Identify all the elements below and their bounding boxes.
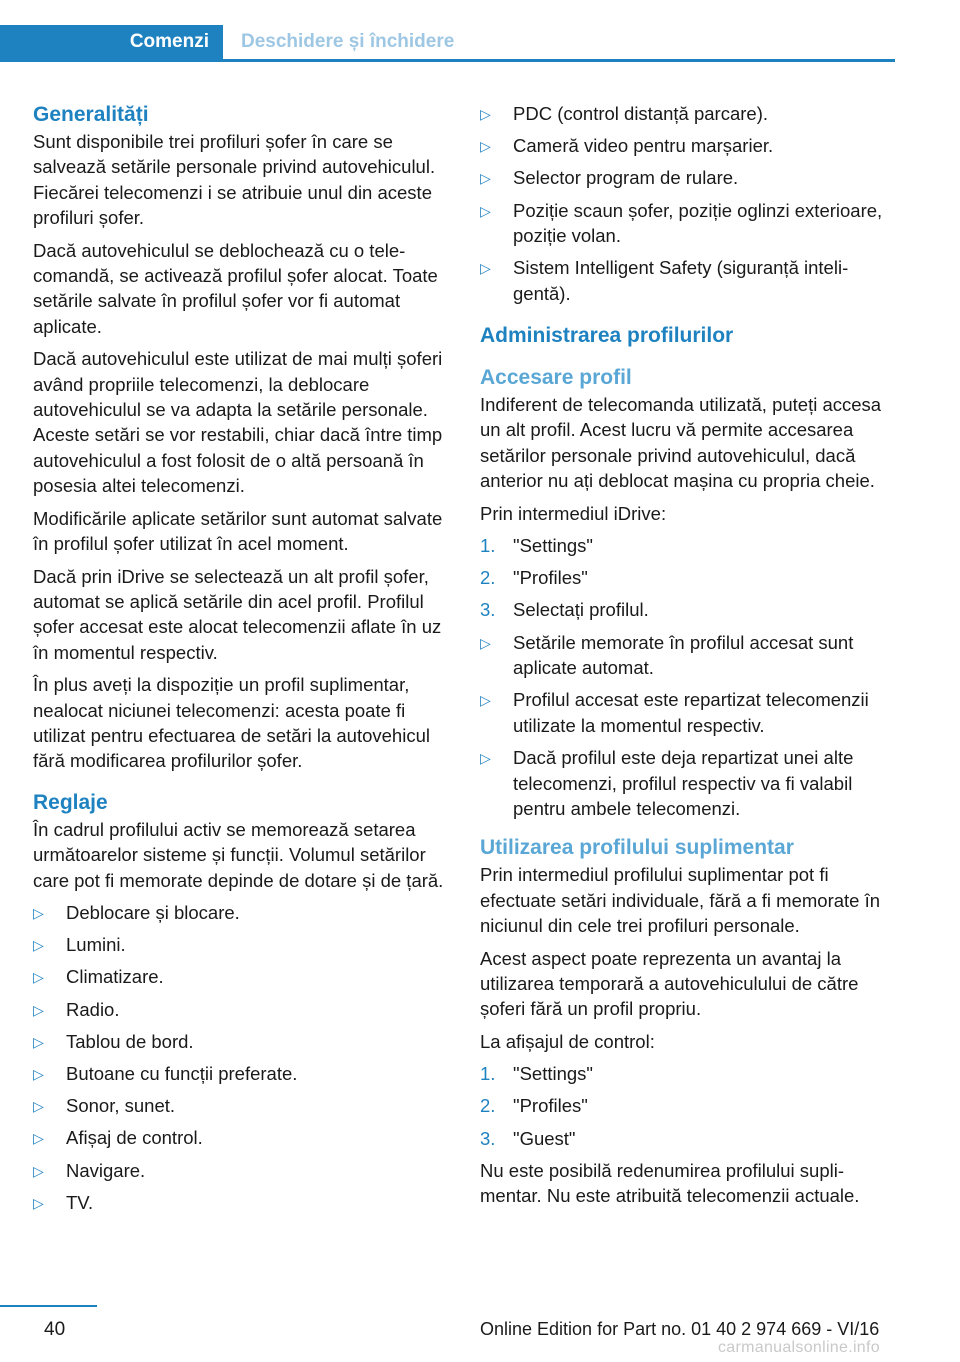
paragraph: În plus aveți la dispoziție un profil suplimentar, nealocat niciunei telecomenzi: acesta poate fi utilizat pentru efectuarea de setări la autovehicul fără modificarea profilurilor șofer.	[33, 674, 430, 772]
heading-reglaje: Reglaje	[33, 790, 108, 814]
paragraph: Dacă autovehiculul este utilizat de mai mulți șoferi având propriile telecomenzi, la deblocare autovehiculul se va adapta la setările personale. Aceste setări se vor restabili, chiar dacă între timp autovehiculul a fost folosit de o altă persoană în posesia altei telecomenzi.	[33, 348, 443, 497]
steps-list	[480, 533, 895, 623]
heading-accesare: Accesare profil	[480, 366, 632, 390]
heading-generalitati: Generalități	[33, 103, 149, 126]
triangle-bullet-icon: ▷	[480, 106, 491, 122]
settings-list-continued	[480, 101, 895, 306]
triangle-bullet-icon: ▷	[33, 1194, 44, 1211]
list-item: ▷ PDC (control distanță parcare).	[480, 101, 895, 126]
header-rule	[0, 59, 895, 62]
triangle-bullet-icon: ▷	[480, 750, 491, 767]
right-column	[480, 101, 895, 1216]
triangle-bullet-icon: ▷	[480, 692, 491, 709]
list-item: ▷ Setările memorate în profilul accesat sunt aplicate automat.	[480, 631, 854, 679]
paragraph: Dacă autovehiculul se deblochează cu o telecomandă, se activează profilul șofer alocat. Toate setările salvate în profilul șofer vor fi automat aplicate.	[33, 239, 438, 337]
paragraph: Prin intermediul iDrive:	[480, 502, 667, 524]
triangle-bullet-icon: ▷	[480, 138, 491, 155]
section-tab: Comenzi	[0, 25, 223, 59]
list-item: ▷ Radio.	[33, 997, 451, 1022]
paragraph: Nu este posibilă redenumirea profilului suplimentar. Nu este atribuită telecomenzii actuale.	[480, 1159, 860, 1207]
paragraph: Modificările aplicate setărilor sunt automat salvate în profilul șofer utilizat în acel moment.	[33, 507, 443, 555]
settings-list	[33, 900, 451, 1215]
list-item: ▷ Poziție scaun șofer, poziție oglinzi exterioare, poziție volan.	[480, 199, 883, 247]
chapter-tab: Deschidere și închidere	[241, 31, 455, 52]
heading-administrare: Administrarea profilurilor	[480, 324, 734, 348]
triangle-bullet-icon: ▷	[33, 1130, 44, 1147]
watermark: carmanualsonline.info	[718, 1339, 880, 1356]
triangle-bullet-icon: ▷	[33, 1001, 44, 1018]
step-item: 2. "Profiles"	[480, 567, 588, 589]
running-header	[0, 25, 895, 62]
list-item: ▷ Cameră video pentru marșarier.	[480, 133, 895, 158]
paragraph: Prin intermediul profilului suplimentar pot fi efectuate setări individuale, fără a fi memorate în niciunul din cele trei profiluri personale.	[480, 864, 881, 937]
steps-list	[480, 1061, 895, 1151]
paragraph: Dacă prin iDrive se selectează un alt profil șofer, automat se aplică setările din acel profil. Profilul șofer accesat este alocat telecomenzii aflate în uz în momentul respectiv.	[33, 565, 442, 663]
triangle-bullet-icon: ▷	[33, 1162, 44, 1179]
list-item: ▷ Dacă profilul este deja repartizat unei alte telecomenzi, profilul respectiv va fi valabil pentru ambele telecomenzi.	[480, 747, 854, 819]
list-item: ▷ Climatizare.	[33, 964, 451, 989]
list-item: ▷ Butoane cu funcții preferate.	[33, 1061, 451, 1086]
paragraph: Indiferent de telecomanda utilizată, puteți accesa un alt profil. Acest lucru vă permite accesarea setărilor personale privind autovehiculul, dacă anterior nu ați deblocat mașina cu propria cheie.	[480, 394, 882, 492]
page-number: 40	[44, 1319, 66, 1340]
triangle-bullet-icon: ▷	[480, 170, 491, 187]
triangle-bullet-icon: ▷	[33, 969, 44, 986]
triangle-bullet-icon: ▷	[33, 937, 44, 954]
step-item: 2. "Profiles"	[480, 1095, 588, 1117]
paragraph: La afișajul de control:	[480, 1030, 655, 1052]
triangle-bullet-icon: ▷	[33, 1065, 44, 1082]
list-item: ▷ Lumini.	[33, 932, 451, 957]
list-item: ▷ Sistem Intelligent Safety (siguranță inteligentă).	[480, 257, 849, 304]
list-item: ▷ Tablou de bord.	[33, 1029, 451, 1054]
triangle-bullet-icon: ▷	[33, 1098, 44, 1115]
list-item: ▷ Navigare.	[33, 1158, 451, 1183]
step-item: 1. "Settings"	[480, 535, 593, 557]
paragraph: Sunt disponibile trei profiluri șofer în care se salvează setările personale privind autovehiculul. Fiecărei telecomenzi i se atribuie unul din aceste profiluri șofer.	[33, 131, 436, 229]
list-item: ▷ Sonor, sunet.	[33, 1093, 451, 1118]
footer-rule	[0, 1305, 97, 1307]
edition-note: Online Edition for Part no. 01 40 2 974 669 - VI/16	[480, 1319, 880, 1339]
step-item: 3. "Guest"	[480, 1127, 576, 1149]
step-item: 1. "Settings"	[480, 1063, 593, 1085]
list-item: ▷ Profilul accesat este repartizat telecomenzii utilizate la momentul respectiv.	[480, 689, 869, 736]
triangle-bullet-icon: ▷	[480, 202, 491, 219]
triangle-bullet-icon: ▷	[480, 260, 491, 277]
list-item: ▷ Deblocare și blocare.	[33, 900, 451, 925]
step-item: 3. Selectați profilul.	[480, 599, 649, 621]
paragraph: Acest aspect poate reprezenta un avantaj la utilizarea temporară a autovehiculului de către șoferi fără un profil propriu.	[480, 947, 859, 1020]
heading-utilizare: Utilizarea profilului suplimentar	[480, 836, 794, 860]
triangle-bullet-icon: ▷	[480, 634, 491, 651]
list-item: ▷ Selector program de rulare.	[480, 165, 895, 190]
triangle-bullet-icon: ▷	[33, 1033, 44, 1050]
list-item: ▷ TV.	[33, 1190, 451, 1215]
paragraph: În cadrul profilului activ se memorează setarea următoarelor sisteme și funcții. Volumul setărilor care pot fi memorate depinde de dotare și de țară.	[33, 818, 444, 891]
result-list	[480, 630, 895, 821]
triangle-bullet-icon: ▷	[33, 904, 44, 921]
list-item: ▷ Afișaj de control.	[33, 1125, 451, 1150]
left-column	[33, 101, 451, 1222]
